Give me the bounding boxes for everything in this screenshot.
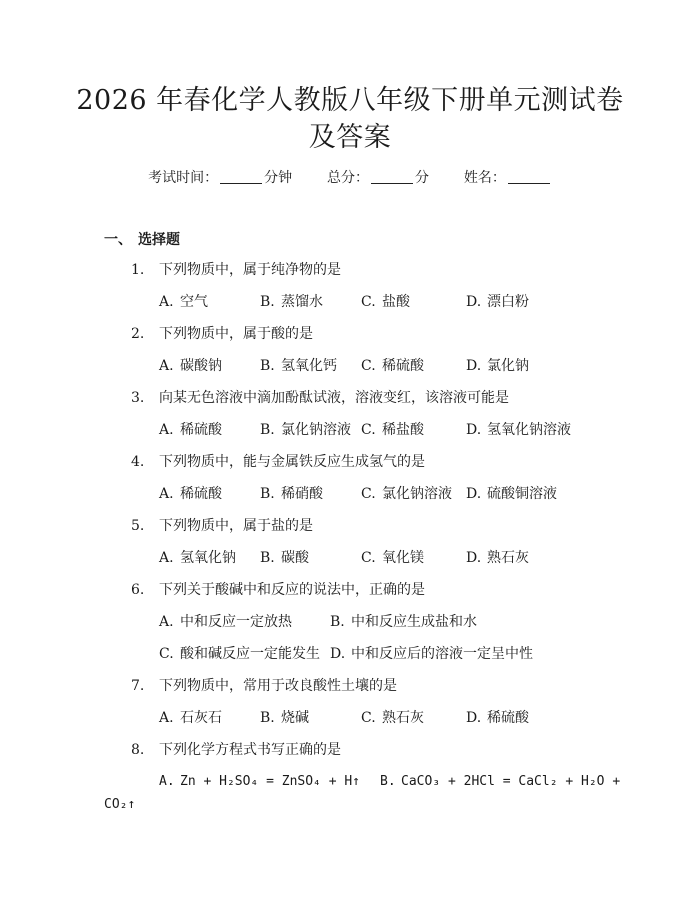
option-d[interactable]: D. 熟石灰 <box>466 550 529 566</box>
question-number: 1. <box>131 262 145 278</box>
option-d[interactable]: D. 中和反应后的溶液一定呈中性 <box>330 646 533 662</box>
question-5 <box>131 517 313 535</box>
question-text: 下列物质中，能与金属铁反应生成氢气的是 <box>159 454 425 470</box>
option-a[interactable]: A. Zn + H₂SO₄ = ZnSO₄ + H↑ <box>159 774 361 789</box>
option-d[interactable]: D. 氢氧化钠溶液 <box>466 422 571 438</box>
option-a[interactable]: A. 空气 <box>159 294 208 310</box>
question-1 <box>131 261 341 279</box>
question-text: 下列关于酸碱中和反应的说法中，正确的是 <box>159 582 425 598</box>
question-text: 向某无色溶液中滴加酚酞试液，溶液变红，该溶液可能是 <box>159 390 509 406</box>
option-a[interactable]: A. 氢氧化钠 <box>159 550 236 566</box>
question-6 <box>131 581 425 599</box>
option-b[interactable]: B. 碳酸 <box>260 550 309 566</box>
score-blank[interactable] <box>371 170 413 184</box>
question-number: 8. <box>131 742 145 758</box>
question-number: 6. <box>131 582 145 598</box>
question-number: 4. <box>131 454 145 470</box>
question-text: 下列物质中，常用于改良酸性土壤的是 <box>159 678 397 694</box>
question-number: 2. <box>131 326 145 342</box>
option-a[interactable]: A. 碳酸钠 <box>159 358 222 374</box>
option-a[interactable]: A. 中和反应一定放热 <box>159 614 292 630</box>
question-number: 7. <box>131 678 145 694</box>
option-a[interactable]: A. 稀硫酸 <box>159 422 222 438</box>
option-b[interactable]: B. 氢氧化钙 <box>260 358 337 374</box>
option-d[interactable]: D. 氯化钠 <box>466 358 529 374</box>
option-c[interactable]: C. 氯化钠溶液 <box>361 486 452 502</box>
option-c[interactable]: C. 稀硫酸 <box>361 358 424 374</box>
score-unit: 分 <box>415 170 429 186</box>
question-8 <box>131 741 341 759</box>
option-b[interactable]: B. 蒸馏水 <box>260 294 323 310</box>
option-d[interactable]: D. 硫酸铜溶液 <box>466 486 557 502</box>
option-d[interactable]: D. 稀硫酸 <box>466 710 529 726</box>
option-a[interactable]: A. 稀硫酸 <box>159 486 222 502</box>
question-number: 5. <box>131 518 145 534</box>
page-title-line2: 及答案 <box>308 122 392 153</box>
question-text: 下列物质中，属于纯净物的是 <box>159 262 341 278</box>
section-number: 一、 <box>104 232 132 248</box>
question-3 <box>131 389 509 407</box>
option-c[interactable]: C. 酸和碱反应一定能发生 <box>159 646 320 662</box>
option-b[interactable]: B. CaCO₃ + 2HCl = CaCl₂ + H₂O + <box>380 774 621 789</box>
section-heading <box>104 231 180 249</box>
name-label: 姓名： <box>463 170 506 186</box>
section-title: 选择题 <box>138 232 180 248</box>
option-c[interactable]: C. 氧化镁 <box>361 550 424 566</box>
option-b[interactable]: B. 烧碱 <box>260 710 309 726</box>
name-blank[interactable] <box>508 170 550 184</box>
option-b-continuation: CO₂↑ <box>104 797 136 812</box>
question-number: 3. <box>131 390 145 406</box>
time-unit: 分钟 <box>264 170 293 186</box>
question-2 <box>131 325 313 343</box>
option-c[interactable]: C. 稀盐酸 <box>361 422 424 438</box>
question-4 <box>131 453 425 471</box>
option-b[interactable]: B. 氯化钠溶液 <box>260 422 351 438</box>
time-label: 考试时间： <box>148 170 219 186</box>
score-label: 总分： <box>327 170 369 186</box>
page-title-line1: 2026 年春化学人教版八年级下册单元测试卷 <box>76 85 624 116</box>
question-text: 下列物质中，属于盐的是 <box>159 518 313 534</box>
option-c[interactable]: C. 熟石灰 <box>361 710 424 726</box>
option-b[interactable]: B. 稀硝酸 <box>260 486 323 502</box>
option-a[interactable]: A. 石灰石 <box>159 710 222 726</box>
time-blank[interactable] <box>220 170 262 184</box>
exam-meta <box>0 169 700 187</box>
option-c[interactable]: C. 盐酸 <box>361 294 410 310</box>
option-d[interactable]: D. 漂白粉 <box>466 294 529 310</box>
question-text: 下列化学方程式书写正确的是 <box>159 742 341 758</box>
question-7 <box>131 677 397 695</box>
question-text: 下列物质中，属于酸的是 <box>159 326 313 342</box>
option-b[interactable]: B. 中和反应生成盐和水 <box>330 614 477 630</box>
